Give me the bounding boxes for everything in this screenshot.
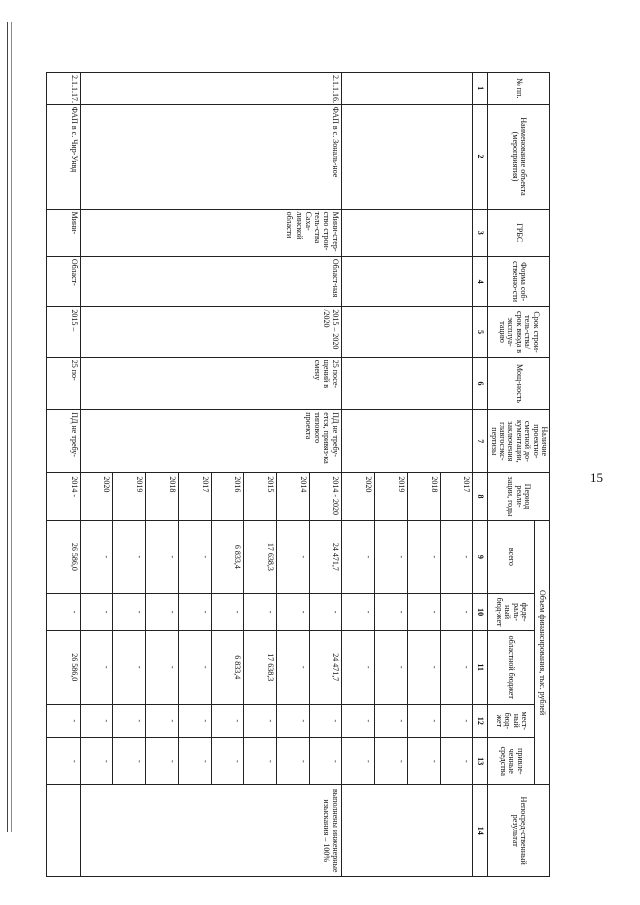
item-power: 25 по-	[47, 357, 80, 410]
left-margin-line-inner	[11, 22, 12, 832]
value-attracted: -	[440, 738, 473, 785]
value-local: -	[276, 704, 309, 738]
colnum-3: 3	[473, 209, 488, 256]
colnum-9: 9	[473, 520, 488, 594]
value-local: -	[309, 704, 342, 738]
item-power: 25 посе-щений в смену	[80, 357, 342, 410]
value-attracted: -	[309, 738, 342, 785]
year-cell: 2020	[342, 473, 375, 520]
value-federal: -	[375, 594, 408, 631]
value-attracted: -	[211, 738, 244, 785]
item-term: 2015 – 2020 /2020	[80, 307, 342, 357]
value-total: 24 471,7	[309, 520, 342, 594]
item-grbs: Мини-стер-ство строи-тель-ства Саха-линской области	[80, 209, 342, 256]
page-number: 15	[590, 470, 603, 485]
value-attracted: -	[276, 738, 309, 785]
item-name: ФАП в с. Зональ-ное	[80, 104, 342, 209]
colnum-5: 5	[473, 307, 488, 357]
header-col11: областной бюджет	[488, 630, 535, 704]
value-total: -	[80, 520, 113, 594]
header-col14: Непосред-ственный результат	[488, 785, 550, 877]
item-number: 2.1.1.16.	[80, 73, 342, 105]
table-row	[47, 73, 80, 877]
column-number-row	[473, 73, 488, 877]
continued-cell-psd	[342, 410, 473, 473]
value-regional: -	[440, 630, 473, 704]
colnum-1: 1	[473, 73, 488, 105]
year-cell: 2016	[211, 473, 244, 520]
header-col13: привле-ченные средства	[488, 738, 535, 785]
year-cell: 2018	[146, 473, 179, 520]
colnum-6: 6	[473, 357, 488, 410]
continued-cell-form	[342, 256, 473, 306]
continued-cell-power	[342, 357, 473, 410]
value-federal: -	[211, 594, 244, 631]
value-federal: -	[146, 594, 179, 631]
value-federal: -	[178, 594, 211, 631]
value-total: 6 833,4	[211, 520, 244, 594]
year-cell: 2014	[276, 473, 309, 520]
value-federal: -	[113, 594, 146, 631]
value-total: -	[440, 520, 473, 594]
year-cell: 2014 -	[47, 473, 80, 520]
year-cell: 2018	[407, 473, 440, 520]
year-cell: 2019	[113, 473, 146, 520]
value-local: -	[244, 704, 277, 738]
value-local: -	[342, 704, 375, 738]
value-local: -	[211, 704, 244, 738]
value-regional: -	[80, 630, 113, 704]
value-regional: -	[113, 630, 146, 704]
item-result: выполнены инженерные изыскания – 100%	[80, 785, 342, 877]
value-regional: 6 833,4	[211, 630, 244, 704]
value-local: -	[178, 704, 211, 738]
value-local: -	[80, 704, 113, 738]
header-col7: Наличие проектно-сметной до-кументации, заключения главгосэкс-пертизы	[488, 410, 550, 473]
value-total: -	[407, 520, 440, 594]
value-regional: -	[342, 630, 375, 704]
value-total: -	[375, 520, 408, 594]
header-col9: всего	[488, 520, 535, 594]
value-local: -	[113, 704, 146, 738]
value-regional: -	[276, 630, 309, 704]
header-col12: мест-ный бюд-жет	[488, 704, 535, 738]
value-federal: -	[47, 594, 80, 631]
rotated-table-wrapper	[60, 72, 550, 877]
value-attracted: -	[178, 738, 211, 785]
continued-cell-grbs	[342, 209, 473, 256]
item-result	[47, 785, 80, 877]
value-local: -	[375, 704, 408, 738]
value-regional: -	[375, 630, 408, 704]
value-total: 26 586,0	[47, 520, 80, 594]
colnum-7: 7	[473, 410, 488, 473]
value-local: -	[146, 704, 179, 738]
value-regional: 17 638,3	[244, 630, 277, 704]
value-attracted: -	[80, 738, 113, 785]
item-ownership: Област-ная	[80, 256, 342, 306]
year-cell: 2020	[80, 473, 113, 520]
value-regional: -	[178, 630, 211, 704]
value-total: -	[178, 520, 211, 594]
value-total: 17 638,3	[244, 520, 277, 594]
header-col10: феде-раль-ный бюд-жет	[488, 594, 535, 631]
table-row	[309, 73, 342, 877]
value-total: -	[342, 520, 375, 594]
value-total: -	[146, 520, 179, 594]
value-federal: -	[440, 594, 473, 631]
header-funding-group: Объем финансирования, тыс. рублей	[535, 520, 550, 785]
value-regional: 24 471,7	[309, 630, 342, 704]
value-regional: 26 586,0	[47, 630, 80, 704]
colnum-10: 10	[473, 594, 488, 631]
value-local: -	[407, 704, 440, 738]
value-attracted: -	[244, 738, 277, 785]
value-attracted: -	[375, 738, 408, 785]
value-attracted: -	[407, 738, 440, 785]
value-federal: -	[407, 594, 440, 631]
colnum-2: 2	[473, 104, 488, 209]
value-federal: -	[244, 594, 277, 631]
item-design-docs: ПД не требу-ется, привяз-ка типового проекта	[80, 410, 342, 473]
item-number: 2.1.1.17.	[47, 73, 80, 105]
value-regional: -	[146, 630, 179, 704]
header-row-1	[535, 73, 550, 877]
financing-table	[46, 72, 550, 877]
header-col3: ГРБС	[488, 209, 550, 256]
colnum-14: 14	[473, 785, 488, 877]
continued-cell-name	[342, 104, 473, 209]
year-cell: 2015	[244, 473, 277, 520]
colnum-13: 13	[473, 738, 488, 785]
value-attracted: -	[113, 738, 146, 785]
continued-cell-result	[342, 785, 473, 877]
year-cell: 2017	[440, 473, 473, 520]
value-attracted: -	[47, 738, 80, 785]
year-cell: 2014 - 2020	[309, 473, 342, 520]
colnum-8: 8	[473, 473, 488, 520]
value-local: -	[440, 704, 473, 738]
item-term: 2015 –	[47, 307, 80, 357]
header-col2: Наименование объекта (мероприятия)	[488, 104, 550, 209]
colnum-4: 4	[473, 256, 488, 306]
table-row	[440, 73, 473, 877]
value-federal: -	[80, 594, 113, 631]
header-col6: Мощ-ность	[488, 357, 550, 410]
value-federal: -	[342, 594, 375, 631]
value-regional: -	[407, 630, 440, 704]
left-margin-line	[7, 22, 8, 832]
item-design-docs: ПД не требу-	[47, 410, 80, 473]
value-total: -	[276, 520, 309, 594]
colnum-11: 11	[473, 630, 488, 704]
item-grbs: Мини-	[47, 209, 80, 256]
header-col1: № пп.	[488, 73, 550, 105]
value-total: -	[113, 520, 146, 594]
year-cell: 2017	[178, 473, 211, 520]
item-ownership: Област-	[47, 256, 80, 306]
continued-cell-term	[342, 307, 473, 357]
year-cell: 2019	[375, 473, 408, 520]
value-attracted: -	[146, 738, 179, 785]
value-attracted: -	[342, 738, 375, 785]
header-col5: Срок строи-тель-ства/срок ввода в эксплуа-тацию	[488, 307, 550, 357]
value-federal: -	[276, 594, 309, 631]
value-federal: -	[309, 594, 342, 631]
continued-cell-num	[342, 73, 473, 105]
value-local: -	[47, 704, 80, 738]
colnum-12: 12	[473, 704, 488, 738]
item-name: ФАП в с. Чир-Унвд	[47, 104, 80, 209]
header-col4: Форма соб-ственно-сти	[488, 256, 550, 306]
header-col8: Период реали-зации, годы	[488, 473, 550, 520]
